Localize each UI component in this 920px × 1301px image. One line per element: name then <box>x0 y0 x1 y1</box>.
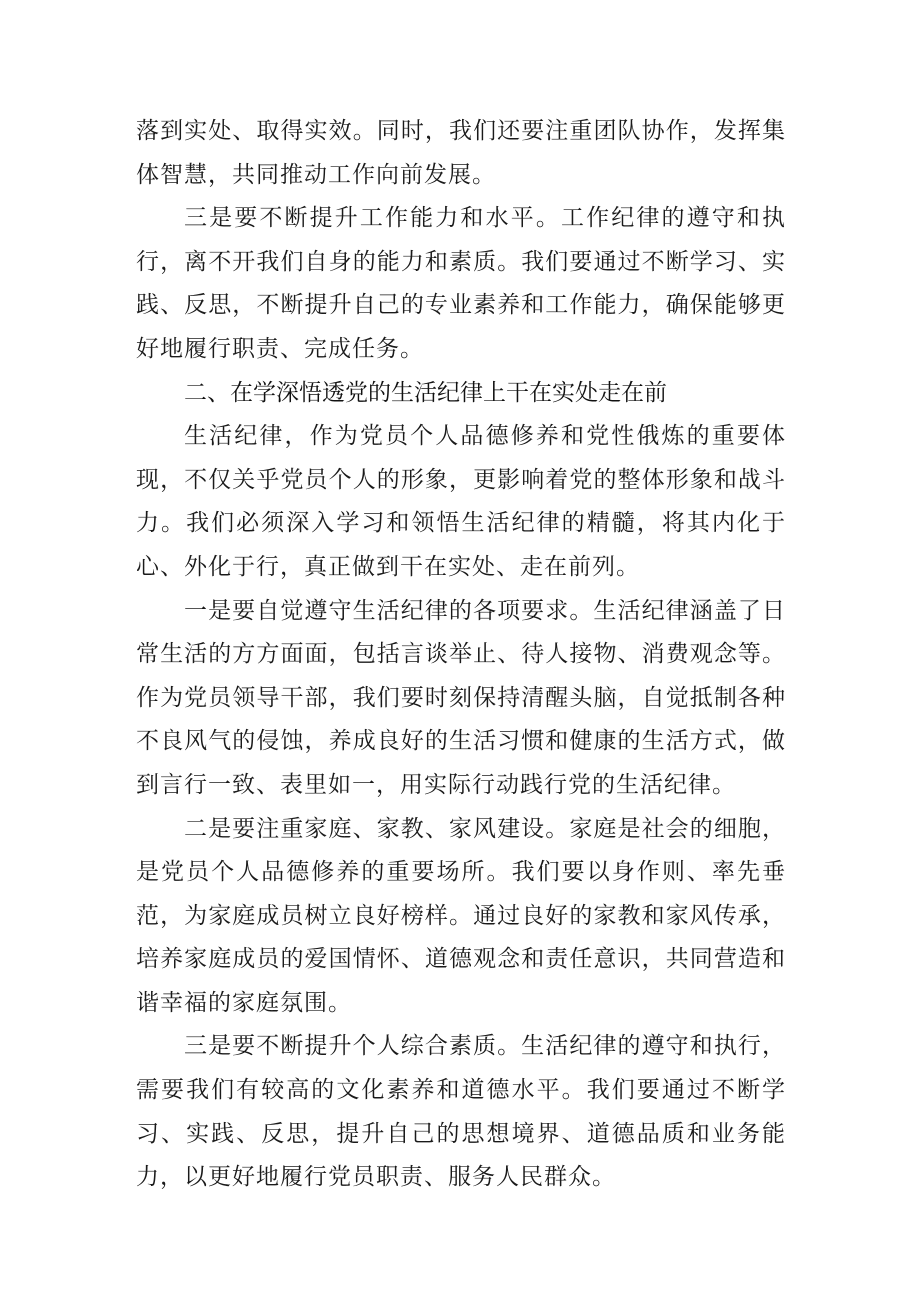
document-body <box>136 110 786 1200</box>
paragraph-work-ability: 三是要不断提升工作能力和水平。工作纪律的遵守和执行，离不开我们自身的能力和素质。我们要通过不断学习、实践、反思，不断提升自己的专业素养和工作能力，确保能够更好地履行职责、完成任务。 <box>136 205 786 362</box>
paragraph-continuation: 落到实处、取得实效。同时，我们还要注重团队协作，发挥集体智慧，共同推动工作向前发展。 <box>136 118 786 188</box>
section-heading-life-discipline: 二、在学深悟透党的生活纪律上干在实处走在前 <box>184 379 667 406</box>
paragraph-point-one: 一是要自觉遵守生活纪律的各项要求。生活纪律涵盖了日常生活的方方面面，包括言谈举止、待人接物、消费观念等。作为党员领导干部，我们要时刻保持清醒头脑，自觉抵制各种不良风气的侵蚀，养成良好的生活习惯和健康的生活方式，做到言行一致、表里如一，用实际行动践行党的生活纪律。 <box>136 597 786 798</box>
paragraph-point-three: 三是要不断提升个人综合素质。生活纪律的遵守和执行，需要我们有较高的文化素养和道德水平。我们要通过不断学习、实践、反思，提升自己的思想境界、道德品质和业务能力，以更好地履行党员职责、服务人民群众。 <box>136 1033 786 1191</box>
paragraph-point-two: 二是要注重家庭、家教、家风建设。家庭是社会的细胞，是党员个人品德修养的重要场所。我们要以身作则、率先垂范，为家庭成员树立良好榜样。通过良好的家教和家风传承，培养家庭成员的爱国情怀、道德观念和责任意识，共同营造和谐幸福的家庭氛围。 <box>136 815 786 1016</box>
paragraph-life-discipline-intro: 生活纪律，作为党员个人品德修养和党性俄炼的重要体现，不仅关乎党员个人的形象，更影响着党的整体形象和战斗力。我们必须深入学习和领悟生活纪律的精髓，将其内化于心、外化于行，真正做到干在实处、走在前列。 <box>136 423 786 580</box>
